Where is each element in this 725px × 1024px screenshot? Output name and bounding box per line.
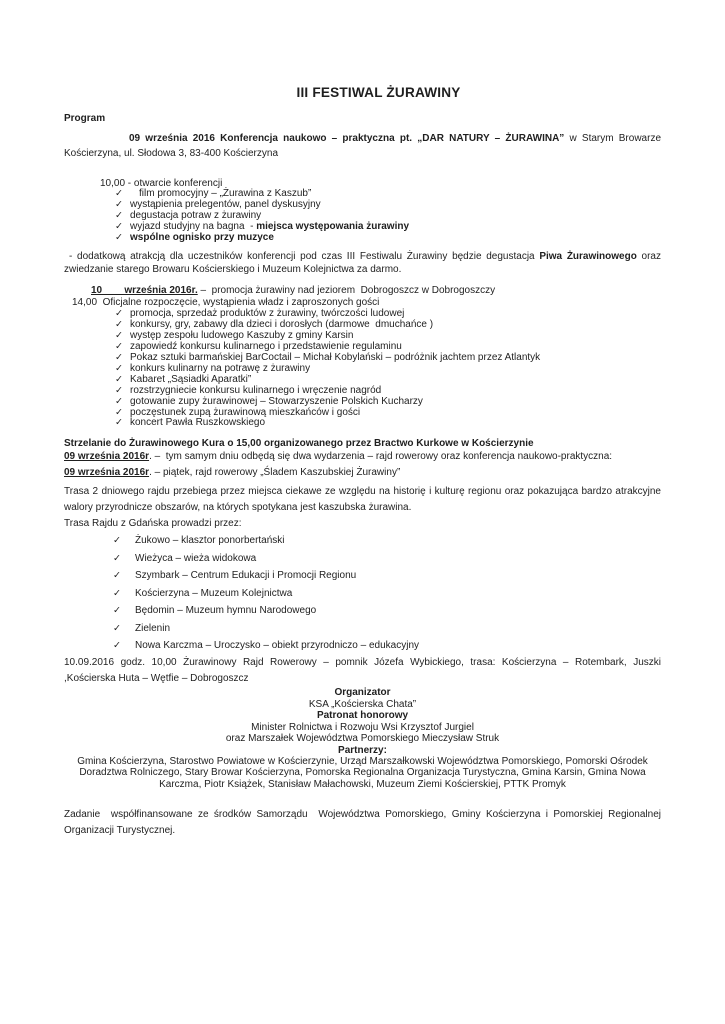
shooting-heading: Strzelanie do Żurawinowego Kura o 15,00 organizowanego przez Bractwo Kurkowe w Kościerzynie [64, 438, 534, 450]
check-icon: ✓ [115, 395, 123, 407]
item-text: wystąpienia prelegentów, panel dyskusyjny [130, 199, 321, 211]
item-text: wyjazd studyjny na bagna - [130, 220, 257, 232]
event-line-1 [64, 450, 661, 463]
item-text: film promocyjny – „Żurawina z Kaszub” [139, 188, 312, 200]
conference-time-line: 10,00 - otwarcie konferencji [100, 178, 223, 190]
item-text: Nowa Karczma – Uroczysko – obiekt przyrodniczo – edukacyjny [135, 640, 420, 652]
check-icon: ✓ [113, 605, 121, 617]
day2-agenda-list [64, 309, 661, 429]
page-title: III FESTIWAL ŻURAWINY [296, 85, 461, 100]
event2-desc: . – piątek, rajd rowerowy „Śladem Kaszubskiej Żurawiny” [149, 467, 401, 479]
organizer-name: KSA „Kościerska Chata” [308, 698, 417, 710]
list-item [64, 532, 661, 550]
item-text: konkurs kulinarny na potrawę z żurawiny [130, 362, 311, 374]
check-icon: ✓ [115, 352, 123, 364]
funding-note: Zadanie współfinansowane ze środków Samorządu Województwa Pomorskiego, Gminy Kościerzyna i Pomorskiej Regionalnej Organizacji Turystycznej. [64, 809, 661, 836]
item-text: występ zespołu ludowego Kaszuby z gminy Karsin [130, 330, 354, 342]
patronage-label: Patronat honorowy [316, 710, 409, 722]
intro-regular-text: w Starym Browarze Kościerzyna, ul. Słodowa 3, 83-400 Kościerzyna [64, 133, 662, 159]
check-icon: ✓ [115, 330, 123, 342]
item-text: Żukowo – klasztor ponorbertański [135, 535, 285, 547]
check-icon: ✓ [115, 319, 123, 331]
item-text: degustacja potraw z żurawiny [130, 210, 262, 221]
check-icon: ✓ [115, 188, 123, 200]
check-icon: ✓ [113, 587, 121, 599]
item-bold-text: wspólne ognisko przy muzyce [130, 231, 274, 243]
list-item [64, 585, 661, 603]
item-bold-text: miejsca występowania żurawiny [256, 220, 410, 232]
list-item [64, 550, 661, 568]
item-text: gotowanie zupy żurawinowej – Stowarzyszenie Polskich Kucharzy [130, 395, 423, 407]
item-text: Wieżyca – wieża widokowa [135, 552, 257, 564]
partners-label: Partnerzy: [338, 744, 387, 756]
check-icon: ✓ [115, 220, 123, 232]
check-icon: ✓ [115, 341, 123, 353]
route-heading: Trasa Rajdu z Gdańska prowadzi przez: [64, 518, 242, 530]
extra-note-bold: Piwa Żurawinowego [539, 250, 637, 262]
list-item [64, 233, 661, 244]
event1-desc: . – tym samym dniu odbędą się dwa wydarzenia – rajd rowerowy oraz konferencja naukowo-praktyczna: [149, 451, 613, 463]
check-icon: ✓ [113, 552, 121, 564]
check-icon: ✓ [113, 622, 121, 634]
day2-time-line: 14,00 Oficjalne rozpoczęcie, wystąpienia władz i zaproszonych gości [72, 297, 380, 309]
day2-date: 10 września 2016r. [91, 284, 198, 296]
item-text: Zielenin [135, 622, 171, 634]
rally-summary: 10.09.2016 godz. 10,00 Żurawinowy Rajd Rowerowy – pomnik Józefa Wybickiego, trasa: Kościerzyna – Rotembark, Juszki ,Kościerska Huta – Wętfie – Dobrogoszcz [64, 656, 661, 685]
organizer-label: Organizator [334, 687, 391, 699]
check-icon: ✓ [113, 570, 121, 582]
item-text: rozstrzygniecie konkursu kulinarnego i wręczenie nagród [130, 384, 382, 396]
day2-date-desc: – promocja żurawiny nad jeziorem Dobrogoszcz w Dobrogoszczy [197, 284, 496, 296]
route-description: Trasa 2 dniowego rajdu przebiega przez miejsca ciekawe ze względu na historię i kulturę regionu oraz pokazująca bardzo atrakcyjne walory przyrodnicze obszarów, na których spotykana jest kaszubska żurawina. [64, 486, 661, 514]
check-icon: ✓ [115, 199, 123, 211]
extra-note-text-end: oraz zwiedzanie starego Browaru Kościerskiego i Muzeum Kolejnictwa za darmo. [64, 250, 661, 276]
check-icon: ✓ [115, 406, 123, 418]
item-text: Kościerzyna – Muzeum Kolejnictwa [135, 587, 293, 599]
patron-line-2: oraz Marszałek Województwa Pomorskiego Mieczysław Struk [225, 733, 500, 745]
partners-list: Gmina Kościerzyna, Starostwo Powiatowe w Kościerzynie, Urząd Marszałkowski Województwa Pomorskiego, Pomorski Ośrodek Doradztwa Rolniczego, Stary Browar Kościerzyna, Pomorska Regionalna Organizacja Turystyczna, Gmina Karsin, Gmina Nowa Karczma, Piotr Książek, Stanisław Małachowski, Muzeum Ziemi Kościerskiej, PTTK Promyk [77, 755, 648, 790]
check-icon: ✓ [115, 384, 123, 396]
extra-note-text: - dodatkową atrakcją dla uczestników konferencji pod czas III Festiwalu Żurawiny będzie degustacja [69, 250, 540, 262]
item-text: Kabaret „Sąsiadki Aparatki” [130, 373, 252, 385]
list-item [64, 620, 661, 638]
check-icon: ✓ [115, 210, 123, 221]
event1-date: 09 września 2016r [64, 451, 150, 463]
list-item [64, 567, 661, 585]
list-item [64, 637, 661, 655]
patron-line-1: Minister Rolnictwa i Rozwoju Wsi Krzysztof Jurgiel [251, 721, 474, 733]
list-item [64, 418, 661, 429]
item-text: Będomin – Muzeum hymnu Narodowego [135, 605, 317, 617]
conference-agenda-list [64, 189, 661, 244]
intro-paragraph [64, 132, 661, 161]
event-line-2 [64, 465, 661, 480]
day2-date-heading [91, 285, 661, 298]
item-text: Pokaz sztuki barmańskiej BarCoctail – Michał Kobylański – podróżnik jachtem przez Atlantyk [130, 352, 541, 364]
event2-date: 09 września 2016r [64, 467, 150, 479]
item-text: Szymbark – Centrum Edukacji i Promocji Regionu [135, 570, 357, 582]
program-label: Program [64, 113, 106, 124]
check-icon: ✓ [115, 373, 123, 385]
check-icon: ✓ [115, 231, 123, 243]
list-item [64, 602, 661, 620]
item-text: koncert Pawła Ruszkowskiego [130, 417, 266, 429]
check-icon: ✓ [113, 640, 121, 652]
check-icon: ✓ [115, 417, 123, 429]
item-text: promocja, sprzedaż produktów z żurawiny, twórczości ludowej [130, 308, 405, 320]
route-list [64, 532, 661, 655]
item-text: poczęstunek zupą żurawinową mieszkańców i gości [130, 406, 361, 418]
intro-bold-text: 09 września 2016 Konferencja naukowo – praktyczna pt. „DAR NATURY – ŻURAWINA” [129, 133, 565, 144]
item-text: zapowiedź konkursu kulinarnego i przedstawienie regulaminu [130, 341, 402, 353]
check-icon: ✓ [115, 362, 123, 374]
conference-extra-note [64, 250, 661, 277]
check-icon: ✓ [113, 535, 121, 547]
check-icon: ✓ [115, 308, 123, 320]
item-text: konkursy, gry, zabawy dla dzieci i dorosłych (darmowe dmuchańce ) [130, 319, 434, 331]
credits-block [64, 687, 661, 790]
